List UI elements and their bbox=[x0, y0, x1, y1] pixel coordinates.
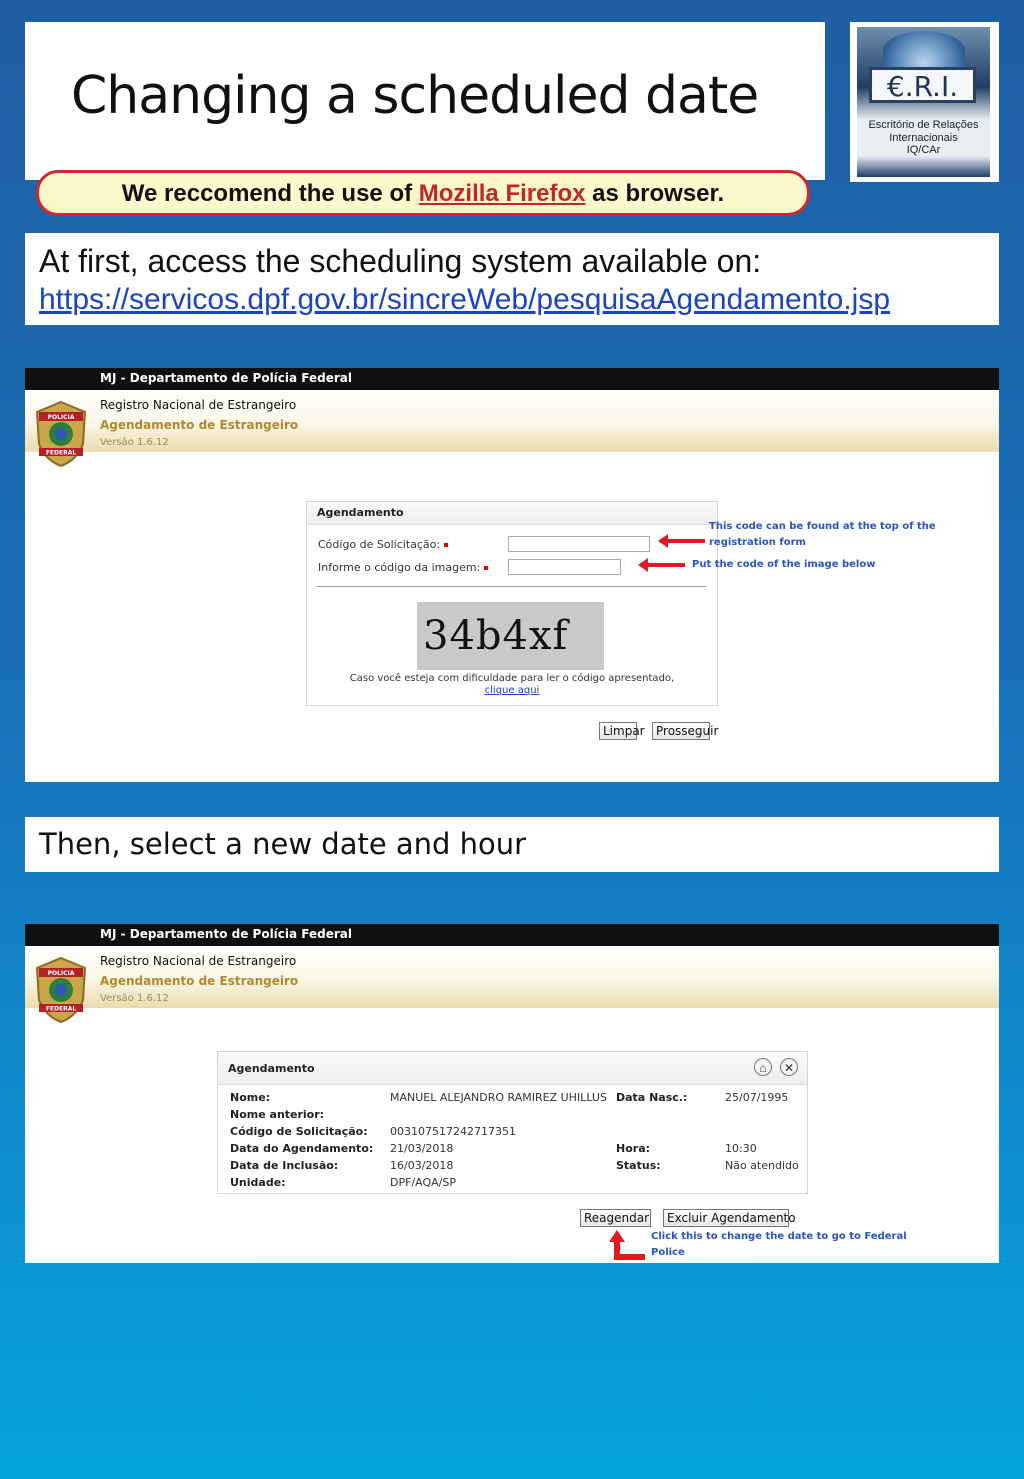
app-top-bar bbox=[25, 368, 999, 390]
app-version: Versão 1.6.12 bbox=[100, 437, 169, 448]
birth-date-value: 25/07/1995 bbox=[725, 1091, 789, 1104]
code-label bbox=[318, 538, 448, 551]
badge-bottom-text: FEDERAL bbox=[45, 1005, 77, 1013]
booking-details bbox=[217, 1051, 808, 1194]
logo-caption-line: Escritório de Relações bbox=[868, 119, 979, 131]
hour-value: 10:30 bbox=[725, 1142, 757, 1155]
request-code-input[interactable] bbox=[508, 536, 650, 552]
police-badge-icon bbox=[33, 956, 89, 1024]
code-note-line: This code can be found at the top of the bbox=[709, 521, 936, 532]
image-code-input[interactable] bbox=[508, 559, 621, 575]
arrow-left-icon bbox=[647, 563, 685, 567]
unit-label: Unidade: bbox=[230, 1176, 286, 1189]
request-code-value: 003107517242717351 bbox=[390, 1125, 516, 1138]
reschedule-note-line: Police bbox=[651, 1247, 685, 1258]
unit-value: DPF/AQA/SP bbox=[390, 1176, 456, 1189]
clear-button[interactable]: Limpar bbox=[599, 722, 637, 740]
step1-card bbox=[25, 233, 999, 325]
reschedule-note-line: Click this to change the date to go to Federal bbox=[651, 1231, 907, 1242]
code-note bbox=[709, 519, 936, 551]
form-header bbox=[307, 502, 717, 525]
birth-date-label: Data Nasc.: bbox=[616, 1091, 688, 1104]
required-marker bbox=[444, 543, 448, 547]
logo-name: €.R.I. bbox=[869, 67, 976, 103]
continue-button[interactable]: Prosseguir bbox=[652, 722, 710, 740]
captcha-refresh-link[interactable]: clique aqui bbox=[484, 685, 540, 696]
arrow-left-icon bbox=[667, 539, 705, 543]
booking-screenshot bbox=[25, 924, 999, 1263]
image-note: Put the code of the image below bbox=[692, 559, 876, 570]
arrow-up-icon bbox=[607, 1228, 647, 1263]
search-screenshot bbox=[25, 368, 999, 782]
logo-caption-line: Internacionais bbox=[889, 131, 958, 144]
search-form bbox=[306, 501, 718, 706]
code-note-line: registration form bbox=[709, 537, 806, 548]
page-title: Changing a scheduled date bbox=[71, 66, 759, 126]
logo-caption bbox=[857, 119, 990, 157]
app-title: Registro Nacional de Estrangeiro bbox=[100, 954, 297, 968]
logo-caption-line: IQ/CAr bbox=[906, 144, 941, 156]
status-value: Não atendido bbox=[725, 1159, 799, 1172]
delete-appointment-button[interactable]: Excluir Agendamento bbox=[663, 1209, 789, 1227]
details-heading: Agendamento bbox=[228, 1062, 315, 1075]
badge-bottom-text: FEDERAL bbox=[45, 449, 77, 457]
status-label: Status: bbox=[616, 1159, 661, 1172]
app-title: Registro Nacional de Estrangeiro bbox=[100, 398, 297, 412]
step1-instruction: At first, access the scheduling system available on: bbox=[39, 243, 762, 279]
app-header bbox=[25, 946, 999, 1013]
logo-image bbox=[857, 27, 990, 177]
app-header bbox=[25, 390, 999, 457]
recommend-text-end: as browser. bbox=[592, 180, 725, 207]
details-header bbox=[218, 1052, 807, 1085]
police-badge-icon bbox=[33, 400, 89, 468]
request-code-label: Código de Solicitação: bbox=[230, 1125, 368, 1138]
code-label-text: Código de Solicitação: bbox=[318, 538, 441, 551]
captcha-image: 34b4xf bbox=[417, 602, 604, 670]
badge-top-text: POLICIA bbox=[47, 970, 75, 977]
reschedule-button[interactable]: Reagendar bbox=[580, 1209, 651, 1227]
name-value: MANUEL ALEJANDRO RAMIREZ UHILLUS bbox=[390, 1091, 607, 1104]
captcha-help: Caso você esteja com dificuldade para ler o código apresentado, bbox=[349, 673, 675, 684]
home-icon[interactable]: ⌂ bbox=[754, 1058, 772, 1076]
globe-icon bbox=[883, 31, 965, 71]
browser-recommendation bbox=[36, 170, 810, 216]
inclusion-date-label: Data de Inclusão: bbox=[230, 1159, 339, 1172]
ministry-label: MJ - Departamento de Polícia Federal bbox=[100, 927, 353, 941]
recommend-text: We reccomend the use of bbox=[121, 180, 413, 207]
app-subtitle: Agendamento de Estrangeiro bbox=[100, 974, 299, 988]
firefox-link[interactable]: Mozilla Firefox bbox=[418, 180, 586, 207]
form-heading: Agendamento bbox=[317, 506, 404, 519]
title-card bbox=[25, 22, 825, 180]
name-label: Nome: bbox=[230, 1091, 271, 1104]
ministry-label: MJ - Departamento de Polícia Federal bbox=[100, 371, 353, 385]
close-icon[interactable]: ✕ bbox=[780, 1058, 798, 1076]
hour-label: Hora: bbox=[616, 1142, 651, 1155]
scheduling-system-link[interactable]: https://servicos.dpf.gov.br/sincreWeb/pesquisaAgendamento.jsp bbox=[39, 283, 891, 316]
app-subtitle: Agendamento de Estrangeiro bbox=[100, 418, 299, 432]
image-code-label bbox=[318, 561, 488, 574]
step2-card bbox=[25, 817, 999, 872]
appointment-date-value: 21/03/2018 bbox=[390, 1142, 454, 1155]
app-top-bar bbox=[25, 924, 999, 946]
required-marker bbox=[484, 566, 488, 570]
step2-instruction: Then, select a new date and hour bbox=[39, 827, 527, 861]
previous-name-label: Nome anterior: bbox=[230, 1108, 325, 1121]
appointment-date-label: Data do Agendamento: bbox=[230, 1142, 374, 1155]
divider bbox=[317, 586, 706, 587]
image-code-label-text: Informe o código da imagem: bbox=[318, 561, 481, 574]
reschedule-note bbox=[651, 1229, 907, 1261]
app-version: Versão 1.6.12 bbox=[100, 993, 169, 1004]
eri-logo bbox=[850, 22, 999, 182]
badge-top-text: POLICIA bbox=[47, 414, 75, 421]
inclusion-date-value: 16/03/2018 bbox=[390, 1159, 454, 1172]
